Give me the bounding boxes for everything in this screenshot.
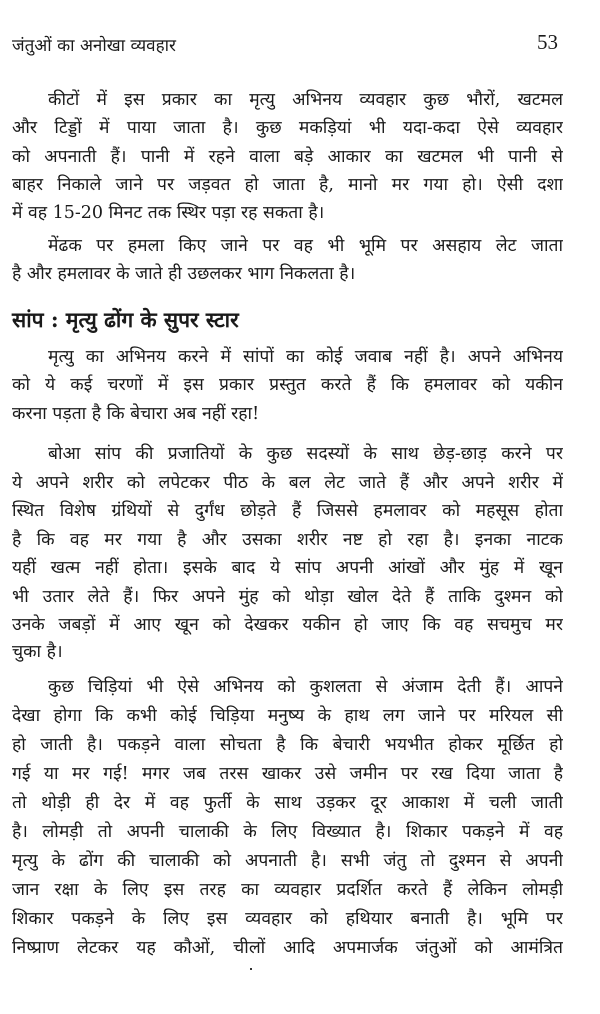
- text-line: स्थित विशेष ग्रंथियों से दुर्गंध छोड़ते हैं जिससे हमलावर को महसूस होता: [12, 501, 563, 521]
- page-number: 53: [537, 30, 558, 54]
- text-line: को ये कई चरणों में इस प्रकार प्रस्तुत करते हैं कि हमलावर को यकीन: [12, 375, 563, 395]
- text-line: तो थोड़ी ही देर में वह फुर्ती के साथ उड़कर दूर आकाश में चली जाती: [12, 793, 563, 813]
- text-line: गई या मर गई! मगर जब तरस खाकर उसे जमीन पर रख दिया जाता है: [12, 764, 563, 784]
- text-line: है कि वह मर गया है और उसका शरीर नष्ट हो रहा है। इनका नाटक: [12, 530, 563, 550]
- scan-speck: [250, 968, 252, 970]
- text-line: उनके जबड़ों में आए खून को देखकर यकीन हो जाए कि वह सचमुच मर: [12, 615, 563, 635]
- running-header-title: जंतुओं का अनोखा व्यवहार: [12, 36, 176, 56]
- text-line: हो जाती है। पकड़ने वाला सोचता है कि बेचारी भयभीत होकर मूर्छित हो: [12, 735, 563, 755]
- text-line: भी उतार लेते हैं। फिर अपने मुंह को थोड़ा खोल देते हैं ताकि दुश्मन को: [12, 587, 563, 607]
- text-line: ये अपने शरीर को लपेटकर पीठ के बल लेट जाते हैं और अपने शरीर में: [12, 473, 563, 493]
- text-line: और टिड्डों में पाया जाता है। कुछ मकड़ियां भी यदा-कदा ऐसे व्यवहार: [12, 118, 563, 138]
- text-line: मृत्यु के ढोंग की चालाकी को अपनाती है। सभी जंतु तो दुश्मन से अपनी: [12, 851, 563, 871]
- text-line: मृत्यु का अभिनय करने में सांपों का कोई जवाब नहीं है। अपने अभिनय: [48, 347, 563, 367]
- text-line: देखा होगा कि कभी कोई चिड़िया मनुष्य के हाथ लग जाने पर मरियल सी: [12, 706, 563, 726]
- text-line: मेंढक पर हमला किए जाने पर वह भी भूमि पर असहाय लेट जाता: [48, 236, 563, 256]
- text-line: है। लोमड़ी तो अपनी चालाकी के लिए विख्यात है। शिकार पकड़ने में वह: [12, 822, 563, 842]
- text-line: शिकार पकड़ने के लिए इस व्यवहार को हथियार बनाती है। भूमि पर: [12, 909, 563, 929]
- text-line: में वह 15-20 मिनट तक स्थिर पड़ा रह सकता है।: [12, 203, 325, 223]
- text-line: करना पड़ता है कि बेचारा अब नहीं रहा!: [12, 404, 260, 424]
- text-line: कुछ चिड़ियां भी ऐसे अभिनय को कुशलता से अंजाम देती हैं। आपने: [48, 677, 563, 697]
- text-line: चुका है।: [12, 642, 63, 662]
- section-heading: सांप : मृत्यु ढोंग के सुपर स्टार: [12, 307, 239, 332]
- text-line: को अपनाती हैं। पानी में रहने वाला बड़े आकार का खटमल भी पानी से: [12, 147, 563, 167]
- text-line: कीटों में इस प्रकार का मृत्यु अभिनय व्यवहार कुछ भौरों, खटमल: [48, 90, 563, 110]
- text-line: निष्प्राण लेटकर यह कौओं, चीलों आदि अपमार्जक जंतुओं को आमंत्रित: [12, 938, 563, 958]
- text-line: है और हमलावर के जाते ही उछलकर भाग निकलता है।: [12, 264, 356, 284]
- text-line: बोआ सांप की प्रजातियों के कुछ सदस्यों के साथ छेड़-छाड़ करने पर: [48, 444, 563, 464]
- text-line: बाहर निकाले जाने पर जड़वत हो जाता है, मानो मर गया हो। ऐसी दशा: [12, 175, 563, 195]
- text-line: जान रक्षा के लिए इस तरह का व्यवहार प्रदर्शित करते हैं लेकिन लोमड़ी: [12, 880, 563, 900]
- text-line: यहीं खत्म नहीं होता। इसके बाद ये सांप अपनी आंखों और मुंह में खून: [12, 558, 563, 578]
